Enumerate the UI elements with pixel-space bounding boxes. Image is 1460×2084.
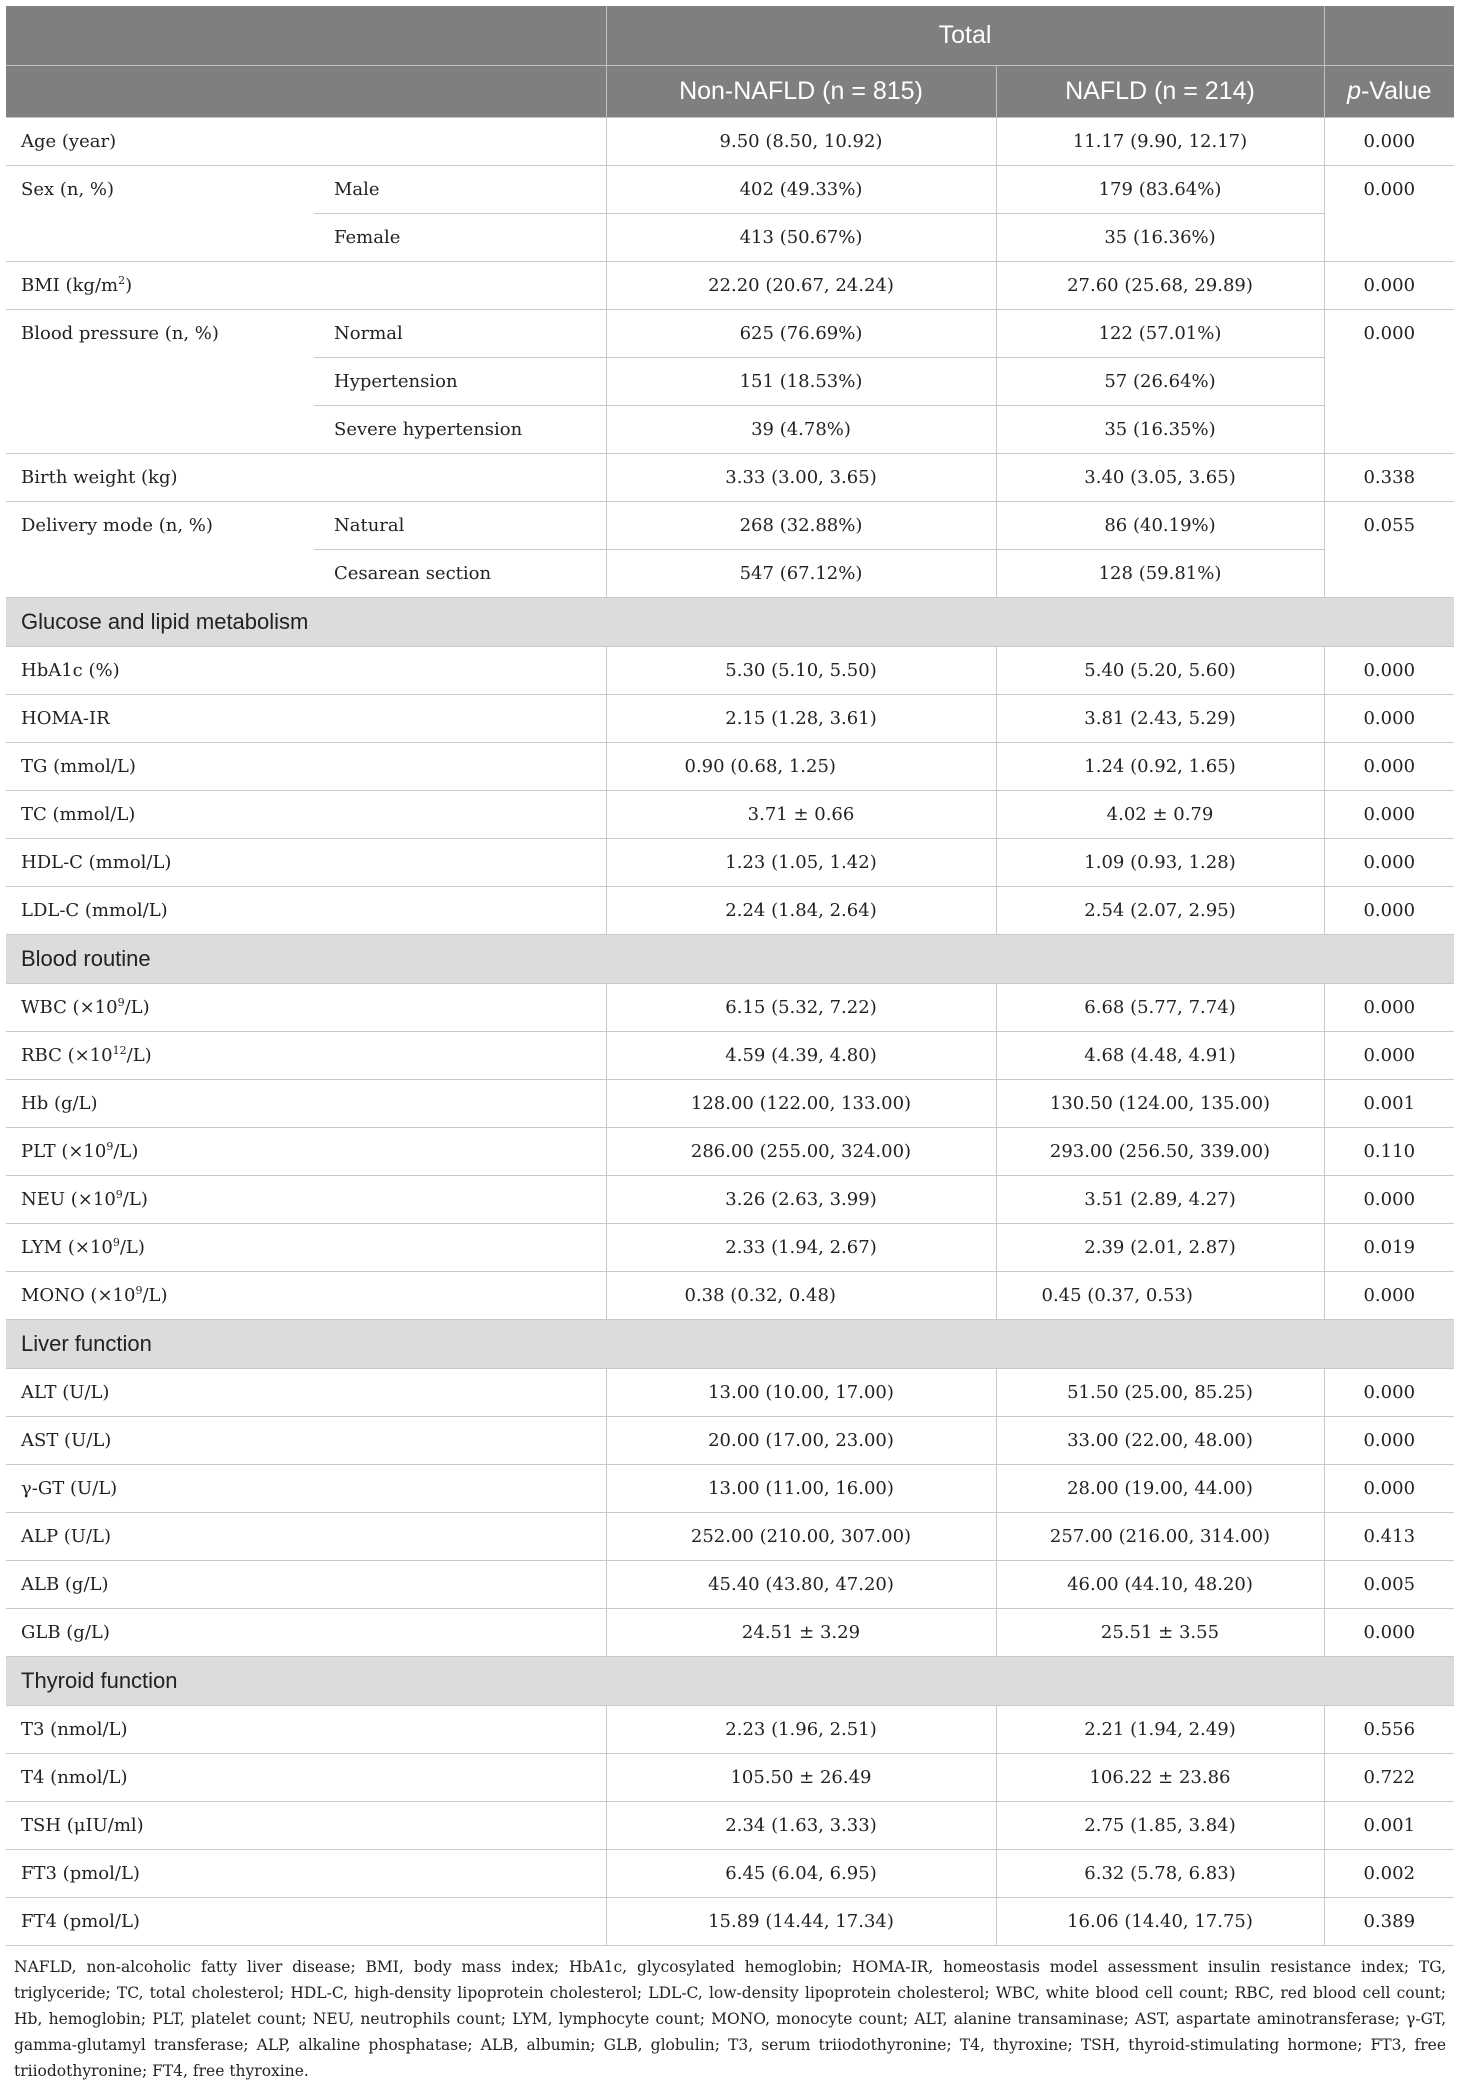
nafld-value: 16.06 (14.40, 17.75)	[996, 1897, 1324, 1945]
row-label: ALT (U/L)	[6, 1368, 606, 1416]
p-value: 0.000	[1324, 646, 1454, 694]
row-label	[6, 1271, 606, 1319]
header-p-italic: p	[1347, 76, 1361, 105]
non-nafld-value: 3.26 (2.63, 3.99)	[606, 1175, 996, 1223]
table-row	[6, 1175, 1454, 1223]
row-label-text: MONO (×10	[21, 1284, 136, 1306]
row-label	[6, 1223, 606, 1271]
nafld-value: 2.54 (2.07, 2.95)	[996, 886, 1324, 934]
table-row	[6, 1464, 1454, 1512]
row-label: TC (mmol/L)	[6, 790, 606, 838]
non-nafld-value: 547 (67.12%)	[606, 549, 996, 597]
row-label: Age (year)	[6, 117, 606, 165]
table-row	[6, 1849, 1454, 1897]
p-value: 0.000	[1324, 983, 1454, 1031]
p-value: 0.000	[1324, 790, 1454, 838]
table-row	[6, 117, 1454, 165]
row-label: Birth weight (kg)	[6, 453, 606, 501]
nafld-value: 27.60 (25.68, 29.89)	[996, 261, 1324, 309]
table-body	[6, 117, 1454, 1945]
row-label: TSH (μIU/ml)	[6, 1801, 606, 1849]
nafld-value: 35 (16.35%)	[996, 405, 1324, 453]
table-row	[6, 1512, 1454, 1560]
non-nafld-value: 2.34 (1.63, 3.33)	[606, 1801, 996, 1849]
header-p-rest: -Value	[1360, 76, 1432, 105]
row-label: ALP (U/L)	[6, 1512, 606, 1560]
header-blank-cell-right	[1324, 6, 1454, 65]
row-label: FT3 (pmol/L)	[6, 1849, 606, 1897]
table-row	[6, 1416, 1454, 1464]
sub-label: Severe hypertension	[314, 405, 606, 453]
sub-label: Male	[314, 165, 606, 213]
non-nafld-value: 151 (18.53%)	[606, 357, 996, 405]
non-nafld-value: 15.89 (14.44, 17.34)	[606, 1897, 996, 1945]
non-nafld-value: 24.51 ± 3.29	[606, 1608, 996, 1656]
sub-label: Female	[314, 213, 606, 261]
row-label-sup: 9	[117, 995, 125, 1009]
row-label-text: RBC (×10	[21, 1044, 113, 1066]
row-label-sup: 2	[118, 273, 126, 287]
table-row	[6, 790, 1454, 838]
p-value: 0.019	[1324, 1223, 1454, 1271]
table-row	[6, 309, 1454, 357]
p-value: 0.000	[1324, 309, 1454, 453]
header-non-nafld: Non-NAFLD (n = 815)	[606, 65, 996, 117]
table-row	[6, 165, 1454, 213]
table-row	[6, 1031, 1454, 1079]
header-row-top	[6, 6, 1454, 65]
row-label-text: LYM (×10	[21, 1236, 113, 1258]
non-nafld-value: 2.24 (1.84, 2.64)	[606, 886, 996, 934]
nafld-value: 51.50 (25.00, 85.25)	[996, 1368, 1324, 1416]
sub-label: Normal	[314, 309, 606, 357]
p-value: 0.000	[1324, 1031, 1454, 1079]
non-nafld-value: 402 (49.33%)	[606, 165, 996, 213]
table-row	[6, 1753, 1454, 1801]
row-label: T4 (nmol/L)	[6, 1753, 606, 1801]
table-row	[6, 1127, 1454, 1175]
row-label: GLB (g/L)	[6, 1608, 606, 1656]
p-value: 0.001	[1324, 1801, 1454, 1849]
p-value: 0.000	[1324, 1368, 1454, 1416]
row-label	[6, 1175, 606, 1223]
section-title: Liver function	[6, 1319, 1454, 1368]
table-row	[6, 838, 1454, 886]
p-value: 0.000	[1324, 1416, 1454, 1464]
nafld-value: 293.00 (256.50, 339.00)	[996, 1127, 1324, 1175]
table-row	[6, 1801, 1454, 1849]
non-nafld-value: 105.50 ± 26.49	[606, 1753, 996, 1801]
section-row	[6, 1319, 1454, 1368]
nafld-value: 86 (40.19%)	[996, 501, 1324, 549]
row-label: HbA1c (%)	[6, 646, 606, 694]
table-row	[6, 742, 1454, 790]
table-row	[6, 1560, 1454, 1608]
p-value: 0.000	[1324, 261, 1454, 309]
non-nafld-value: 0.38 (0.32, 0.48)	[606, 1271, 996, 1319]
row-label: ALB (g/L)	[6, 1560, 606, 1608]
row-label-sup: 9	[112, 1235, 120, 1249]
nafld-value: 3.81 (2.43, 5.29)	[996, 694, 1324, 742]
row-label: LDL-C (mmol/L)	[6, 886, 606, 934]
non-nafld-value: 9.50 (8.50, 10.92)	[606, 117, 996, 165]
non-nafld-value: 413 (50.67%)	[606, 213, 996, 261]
group-label: Blood pressure (n, %)	[6, 309, 314, 453]
p-value: 0.000	[1324, 838, 1454, 886]
nafld-value: 25.51 ± 3.55	[996, 1608, 1324, 1656]
nafld-value: 257.00 (216.00, 314.00)	[996, 1512, 1324, 1560]
row-label-tail: /L)	[124, 996, 150, 1018]
nafld-value: 130.50 (124.00, 135.00)	[996, 1079, 1324, 1127]
section-row	[6, 597, 1454, 646]
table-row	[6, 646, 1454, 694]
nafld-value: 106.22 ± 23.86	[996, 1753, 1324, 1801]
table-row	[6, 1223, 1454, 1271]
table-row	[6, 1271, 1454, 1319]
table-row	[6, 1897, 1454, 1945]
nafld-value: 11.17 (9.90, 12.17)	[996, 117, 1324, 165]
nafld-value: 28.00 (19.00, 44.00)	[996, 1464, 1324, 1512]
non-nafld-value: 252.00 (210.00, 307.00)	[606, 1512, 996, 1560]
nafld-value: 1.09 (0.93, 1.28)	[996, 838, 1324, 886]
section-title: Glucose and lipid metabolism	[6, 597, 1454, 646]
nafld-value: 57 (26.64%)	[996, 357, 1324, 405]
p-value: 0.556	[1324, 1705, 1454, 1753]
row-label: HOMA-IR	[6, 694, 606, 742]
row-label-tail: /L)	[142, 1284, 168, 1306]
non-nafld-value: 6.45 (6.04, 6.95)	[606, 1849, 996, 1897]
non-nafld-value: 0.90 (0.68, 1.25)	[606, 742, 996, 790]
row-label-text: BMI (kg/m	[21, 274, 119, 296]
non-nafld-value: 45.40 (43.80, 47.20)	[606, 1560, 996, 1608]
table-row	[6, 694, 1454, 742]
row-label: T3 (nmol/L)	[6, 1705, 606, 1753]
row-label-text: WBC (×10	[21, 996, 118, 1018]
p-value: 0.002	[1324, 1849, 1454, 1897]
p-value: 0.055	[1324, 501, 1454, 597]
non-nafld-value: 268 (32.88%)	[606, 501, 996, 549]
nafld-value: 35 (16.36%)	[996, 213, 1324, 261]
p-value: 0.001	[1324, 1079, 1454, 1127]
header-row-bottom	[6, 65, 1454, 117]
group-label: Delivery mode (n, %)	[6, 501, 314, 597]
non-nafld-value: 128.00 (122.00, 133.00)	[606, 1079, 996, 1127]
p-value: 0.389	[1324, 1897, 1454, 1945]
non-nafld-value: 3.33 (3.00, 3.65)	[606, 453, 996, 501]
table-row	[6, 501, 1454, 549]
nafld-value: 2.75 (1.85, 3.84)	[996, 1801, 1324, 1849]
p-value: 0.722	[1324, 1753, 1454, 1801]
nafld-value: 5.40 (5.20, 5.60)	[996, 646, 1324, 694]
row-label-tail: /L)	[119, 1236, 145, 1258]
nafld-value: 6.32 (5.78, 6.83)	[996, 1849, 1324, 1897]
nafld-value: 179 (83.64%)	[996, 165, 1324, 213]
row-label-tail: )	[125, 274, 133, 296]
row-label	[6, 1127, 606, 1175]
p-value: 0.000	[1324, 1175, 1454, 1223]
nafld-value: 122 (57.01%)	[996, 309, 1324, 357]
nafld-value: 4.68 (4.48, 4.91)	[996, 1031, 1324, 1079]
non-nafld-value: 5.30 (5.10, 5.50)	[606, 646, 996, 694]
nafld-value: 46.00 (44.10, 48.20)	[996, 1560, 1324, 1608]
footnote: NAFLD, non-alcoholic fatty liver disease; BMI, body mass index; HbA1c, glycosylated hemoglobin; HOMA-IR, homeostasis model assessment insulin resistance index; TG, triglyceride; TC, total cholesterol; HDL-C, high-density lipoprotein cholesterol; LDL-C, low-density lipoprotein cholesterol; WBC, white blood cell count; RBC, red blood cell count; Hb, hemoglobin; PLT, platelet count; NEU, neutrophils count; LYM, lymphocyte count; MONO, monocyte count; ALT, alanine transaminase; AST, aspartate aminotransferase; γ-GT, gamma-glutamyl transferase; ALP, alkaline phosphatase; ALB, albumin; GLB, globulin; T3, serum triiodothyronine; T4, thyroxine; TSH, thyroid-stimulating hormone; FT3, free triiodothyronine; FT4, free thyroxine.	[14, 1957, 1446, 2080]
sub-label: Natural	[314, 501, 606, 549]
p-value: 0.413	[1324, 1512, 1454, 1560]
row-label: γ-GT (U/L)	[6, 1464, 606, 1512]
header-blank-cell	[6, 6, 606, 65]
nafld-value: 0.45 (0.37, 0.53)	[996, 1271, 1324, 1319]
non-nafld-value: 39 (4.78%)	[606, 405, 996, 453]
non-nafld-value: 20.00 (17.00, 23.00)	[606, 1416, 996, 1464]
nafld-value: 3.51 (2.89, 4.27)	[996, 1175, 1324, 1223]
table-row	[6, 1079, 1454, 1127]
row-label-text: NEU (×10	[21, 1188, 116, 1210]
row-label	[6, 983, 606, 1031]
header-p-value	[1324, 65, 1454, 117]
row-label	[6, 261, 606, 309]
p-value: 0.000	[1324, 886, 1454, 934]
non-nafld-value: 1.23 (1.05, 1.42)	[606, 838, 996, 886]
nafld-value: 1.24 (0.92, 1.65)	[996, 742, 1324, 790]
non-nafld-value: 6.15 (5.32, 7.22)	[606, 983, 996, 1031]
row-label-sup: 9	[106, 1139, 114, 1153]
p-value: 0.000	[1324, 694, 1454, 742]
p-value: 0.000	[1324, 165, 1454, 261]
row-label: Hb (g/L)	[6, 1079, 606, 1127]
nafld-value: 33.00 (22.00, 48.00)	[996, 1416, 1324, 1464]
header-total: Total	[606, 6, 1324, 65]
table-row	[6, 1368, 1454, 1416]
sub-label: Hypertension	[314, 357, 606, 405]
p-value: 0.110	[1324, 1127, 1454, 1175]
nafld-value: 6.68 (5.77, 7.74)	[996, 983, 1324, 1031]
p-value: 0.005	[1324, 1560, 1454, 1608]
row-label-tail: /L)	[122, 1188, 148, 1210]
section-row	[6, 1656, 1454, 1705]
row-label-sup: 9	[135, 1283, 143, 1297]
row-label-tail: /L)	[126, 1044, 152, 1066]
row-label: AST (U/L)	[6, 1416, 606, 1464]
p-value: 0.000	[1324, 1464, 1454, 1512]
non-nafld-value: 625 (76.69%)	[606, 309, 996, 357]
nafld-value: 3.40 (3.05, 3.65)	[996, 453, 1324, 501]
table-row	[6, 1705, 1454, 1753]
p-value: 0.000	[1324, 1271, 1454, 1319]
table-row	[6, 453, 1454, 501]
data-table	[6, 6, 1454, 1946]
non-nafld-value: 13.00 (10.00, 17.00)	[606, 1368, 996, 1416]
row-label-text: PLT (×10	[21, 1140, 107, 1162]
row-label: FT4 (pmol/L)	[6, 1897, 606, 1945]
non-nafld-value: 22.20 (20.67, 24.24)	[606, 261, 996, 309]
sub-label: Cesarean section	[314, 549, 606, 597]
row-label-sup: 9	[115, 1187, 123, 1201]
non-nafld-value: 2.15 (1.28, 3.61)	[606, 694, 996, 742]
section-row	[6, 934, 1454, 983]
group-label: Sex (n, %)	[6, 165, 314, 261]
nafld-value: 128 (59.81%)	[996, 549, 1324, 597]
non-nafld-value: 13.00 (11.00, 16.00)	[606, 1464, 996, 1512]
non-nafld-value: 286.00 (255.00, 324.00)	[606, 1127, 996, 1175]
row-label-tail: /L)	[113, 1140, 139, 1162]
table-row	[6, 1608, 1454, 1656]
row-label: TG (mmol/L)	[6, 742, 606, 790]
non-nafld-value: 2.23 (1.96, 2.51)	[606, 1705, 996, 1753]
row-label: HDL-C (mmol/L)	[6, 838, 606, 886]
table-container	[6, 6, 1454, 2084]
nafld-value: 4.02 ± 0.79	[996, 790, 1324, 838]
nafld-value: 2.21 (1.94, 2.49)	[996, 1705, 1324, 1753]
p-value: 0.000	[1324, 1608, 1454, 1656]
header-blank-cell	[6, 65, 606, 117]
section-title: Thyroid function	[6, 1656, 1454, 1705]
nafld-value: 2.39 (2.01, 2.87)	[996, 1223, 1324, 1271]
p-value: 0.000	[1324, 117, 1454, 165]
non-nafld-value: 2.33 (1.94, 2.67)	[606, 1223, 996, 1271]
section-title: Blood routine	[6, 934, 1454, 983]
p-value: 0.000	[1324, 742, 1454, 790]
non-nafld-value: 3.71 ± 0.66	[606, 790, 996, 838]
non-nafld-value: 4.59 (4.39, 4.80)	[606, 1031, 996, 1079]
table-row	[6, 983, 1454, 1031]
row-label	[6, 1031, 606, 1079]
table-row	[6, 886, 1454, 934]
p-value: 0.338	[1324, 453, 1454, 501]
row-label-sup: 12	[112, 1043, 127, 1057]
table-row	[6, 261, 1454, 309]
header-nafld: NAFLD (n = 214)	[996, 65, 1324, 117]
